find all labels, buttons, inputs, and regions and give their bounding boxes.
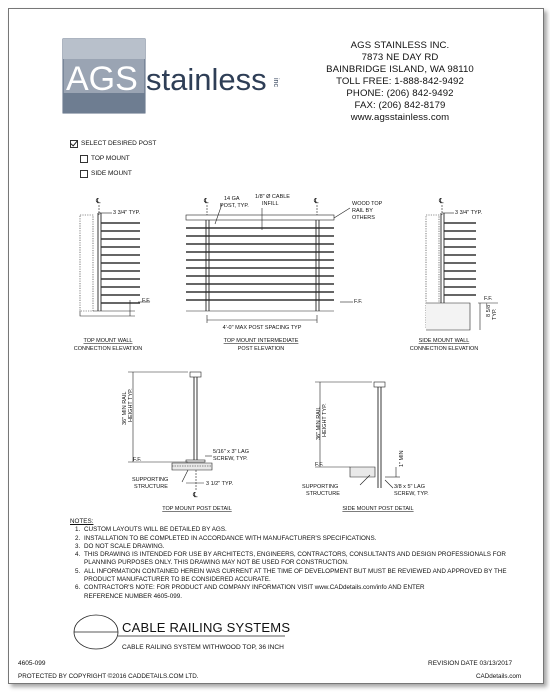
ff-label-2: F.F. [354,299,363,305]
view4-title: TOP MOUNT POST DETAIL [162,506,232,512]
drawing-code: 4605-099 [18,660,46,667]
support-2-line2: STRUCTURE [306,491,340,497]
rail-height-1-line1: 36" MIN RAIL [122,391,128,425]
company-fax: FAX: (206) 842-8179 [354,100,446,111]
ff-label-4: F.F. [133,457,142,463]
view1-title-line2: CONNECTION ELEVATION [73,346,143,352]
ff-label-5: F.F. [315,462,324,468]
post-spacing-label: 4'-0" MAX POST SPACING TYP [222,325,302,331]
note-item: 1. CUSTOM LAYOUTS WILL BE DETAILED BY AGS. [82,526,510,534]
view1-title-line1: TOP MOUNT WALL [83,338,133,344]
wood-label-3: OTHERS [352,215,375,221]
centerline-mark: ℄ [439,198,444,205]
ff-label-3: F.F. [484,296,493,302]
note-item: 2. INSTALLATION TO BE COMPLETED IN ACCORDANCE WITH MANUFACTURER'S SPECIFICATIONS. [82,535,510,543]
view2-title-line1: TOP MOUNT INTERMEDIATE [223,338,299,344]
gauge-label-2: POST, TYP. [220,203,249,209]
note-item: 5. ALL INFORMATION CONTAINED HEREIN WAS CURRENT AT THE TIME OF DEVELOPMENT BUT MUST BE REVIEWED AND APPROVED BY THE PRODUCT MANUFACTURER TO BE CONSIDERED ACCURATE. [82,568,510,585]
dim-typ: TYP. [492,308,498,320]
dim-3-3-4-left: 3 3/4" TYP. [113,210,141,216]
view-top-mount-post-detail [128,372,212,490]
support-2-line1: SUPPORTING [302,484,339,490]
rail-height-2-line2: HEIGHT TYP. [322,403,328,437]
centerline-mark: ℄ [193,492,198,499]
centerline-mark: ℄ [204,198,209,205]
top-mount-label: TOP MOUNT [91,155,130,162]
side-mount-label: SIDE MOUNT [91,170,132,177]
company-tollfree: TOLL FREE: 1-888-842-9492 [336,76,464,87]
lag-screw-2-line1: 3/8 x 5" LAG [394,484,425,490]
gauge-label-1: 14 GA [224,196,240,202]
note-item: 6. CONTRACTOR'S NOTE: FOR PRODUCT AND COMPANY INFORMATION VISIT www.CADdetails.com/info AND ENTER [82,584,510,592]
centerline-mark: ℄ [96,198,101,205]
support-1-line2: STRUCTURE [134,484,168,490]
copyright-notice: PROTECTED BY COPYRIGHT ©2016 CADDETAILS.COM LTD. [18,673,199,680]
ff-label-1: F.F. [142,298,151,304]
rail-height-2-line1: 36" MIN RAIL [316,406,322,440]
view-intermediate-post [186,204,353,323]
company-phone: PHONE: (206) 842-9492 [346,88,454,99]
notes-section [70,518,510,601]
lag-screw-1-line2: SCREW, TYP. [213,456,248,462]
note-item: 3. DO NOT SCALE DRAWING. [82,543,510,551]
cable-label-2: INFILL [262,201,279,207]
lag-screw-1-line1: 5/16" x 3" LAG [213,449,250,455]
lag-screw-2-line2: SCREW, TYP. [394,491,429,497]
notes-heading: NOTES: [70,518,94,525]
dim-3-1-2: 3 1/2" TYP. [206,481,234,487]
drawing-subtitle: CABLE RAILING SYSTEM WITHWOOD TOP, 36 INCH [122,644,284,651]
view3-title-line2: CONNECTION ELEVATION [409,346,479,352]
caddetails-link[interactable]: CADdetails.com [476,673,522,680]
wood-label-2: RAIL BY [352,208,373,214]
dim-3-3-4-right: 3 3/4" TYP. [455,210,483,216]
logo-ags-text: AGS [66,60,138,98]
revision-date: REVISION DATE 03/13/2017 [428,660,513,667]
view-top-mount-wall [80,205,150,316]
note-item: 4. THIS DRAWING IS INTENDED FOR USE BY ARCHITECTS, ENGINEERS, CONTRACTORS, CONSULTANTS AND DESIGN PROFESSIONALS FOR PLANNING PURPOSES ONLY. THIS DRAWING MAY NOT BE USED FOR CONSTRUCTION. [82,551,510,568]
rail-height-1-line2: HEIGHT TYP. [128,388,134,422]
cable-label-1: 1/8" Ø CABLE [255,194,290,200]
centerline-mark: ℄ [314,198,319,205]
company-street: 7873 NE DAY RD [361,52,439,63]
select-desired-post-label: SELECT DESIRED POST [81,140,157,147]
drawing-title: CABLE RAILING SYSTEMS [122,620,291,635]
company-city: BAINBRIDGE ISLAND, WA 98110 [326,64,474,75]
company-website[interactable]: www.agsstainless.com [350,112,450,123]
wood-label-1: WOOD TOP [352,201,383,207]
logo-stainless-text: stainless [146,62,267,97]
dim-1-min: 1" MIN [399,450,405,467]
view3-title-line1: SIDE MOUNT WALL [418,338,470,344]
view2-title-line2: POST ELEVATION [237,346,285,352]
dim-8-5-8: 8 5/8" [486,302,492,317]
reference-number: REFERENCE NUMBER 4605-099. [84,592,182,600]
view5-title: SIDE MOUNT POST DETAIL [342,506,414,512]
support-1-line1: SUPPORTING [132,477,169,483]
logo-inc-text: inc [272,78,279,87]
company-name: AGS STAINLESS INC. [350,40,450,51]
